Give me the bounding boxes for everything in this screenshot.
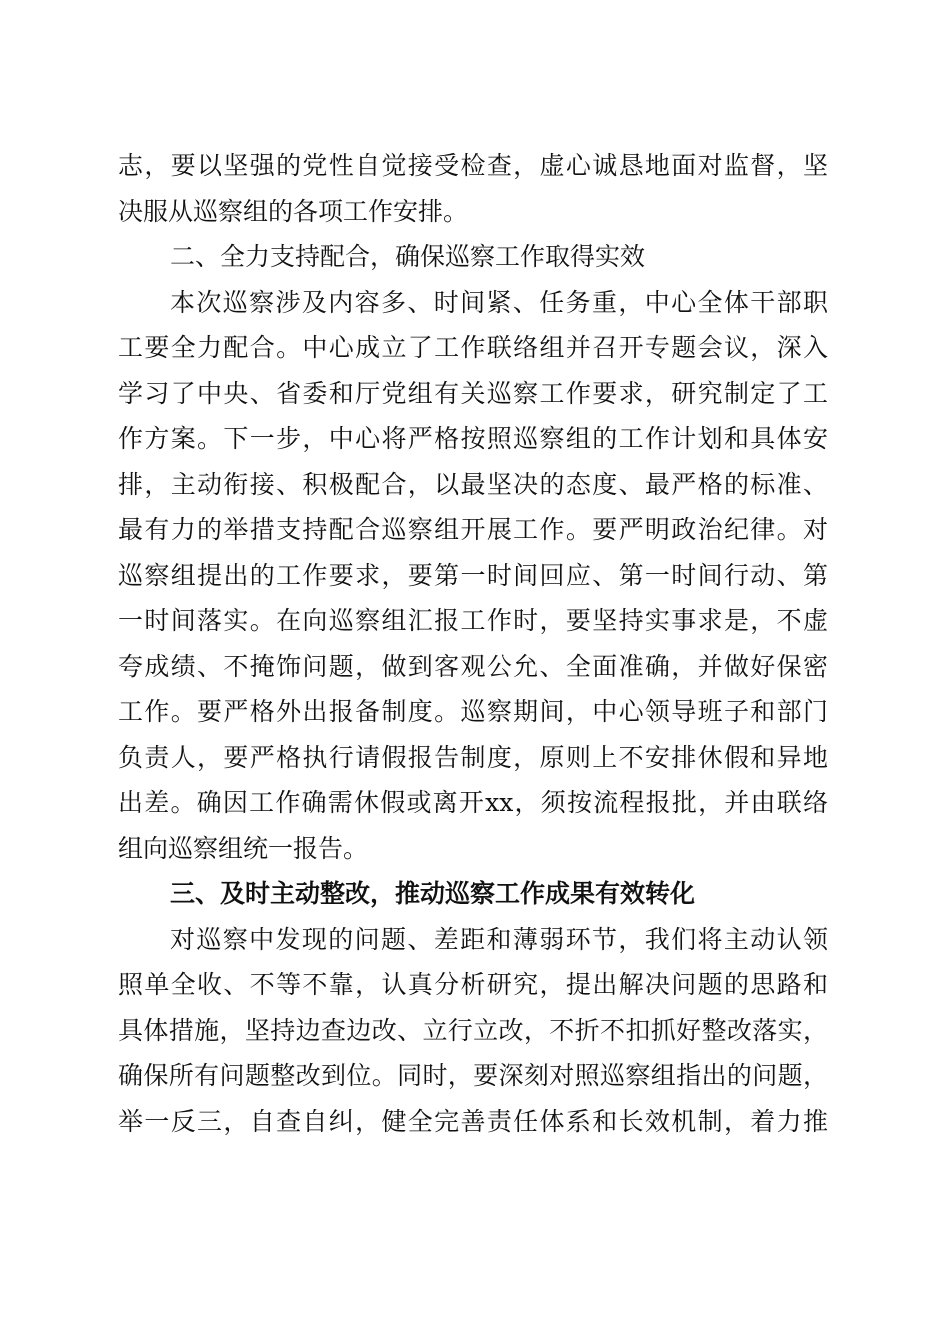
paragraph-line: 志，要以坚强的党性自觉接受检查，虚心诚恳地面对监督，坚 <box>118 151 828 180</box>
paragraph-line: 工作。要严格外出报备制度。巡察期间，中心领导班子和部门 <box>118 697 828 726</box>
paragraph-line: 对巡察中发现的问题、差距和薄弱环节，我们将主动认领 <box>170 924 828 954</box>
paragraph-line: 作方案。下一步，中心将严格按照巡察组的工作计划和具体安 <box>118 424 828 453</box>
paragraph-line: 最有力的举措支持配合巡察组开展工作。要严明政治纪律。对 <box>118 515 828 544</box>
paragraph-line: 确保所有问题整改到位。同时，要深刻对照巡察组指出的问题， <box>118 1061 828 1090</box>
paragraph-line: 学习了中央、省委和厅党组有关巡察工作要求，研究制定了工 <box>118 378 828 408</box>
paragraph-line: 具体措施，坚持边查边改、立行立改，不折不扣抓好整改落实， <box>118 1015 828 1045</box>
paragraph-line: 夸成绩、不掩饰问题，做到客观公允、全面准确，并做好保密 <box>118 651 828 681</box>
paragraph-line: 组向巡察组统一报告。 <box>118 833 369 863</box>
section-heading-2: 二、全力支持配合，确保巡察工作取得实效 <box>170 242 646 271</box>
paragraph-line: 决服从巡察组的各项工作安排。 <box>118 196 469 226</box>
paragraph-line: 工要全力配合。中心成立了工作联络组并召开专题会议，深入 <box>118 333 828 362</box>
paragraph-line: 排，主动衔接、积极配合，以最坚决的态度、最严格的标准、 <box>118 469 828 499</box>
paragraph-line: 出差。确因工作确需休假或离开xx，须按流程报批，并由联络 <box>118 788 828 817</box>
paragraph-line: 巡察组提出的工作要求，要第一时间回应、第一时间行动、第 <box>118 560 828 590</box>
paragraph-line: 一时间落实。在向巡察组汇报工作时，要坚持实事求是，不虚 <box>118 606 828 635</box>
paragraph-line: 举一反三，自查自纠，健全完善责任体系和长效机制，着力推 <box>118 1106 828 1136</box>
paragraph-line: 本次巡察涉及内容多、时间紧、任务重，中心全体干部职 <box>170 287 828 317</box>
paragraph-line: 负责人，要严格执行请假报告制度，原则上不安排休假和异地 <box>118 742 828 772</box>
section-heading-3: 三、及时主动整改，推动巡察工作成果有效转化 <box>170 879 696 908</box>
document-body <box>118 143 828 1144</box>
paragraph-line: 照单全收、不等不靠，认真分析研究，提出解决问题的思路和 <box>118 970 828 999</box>
